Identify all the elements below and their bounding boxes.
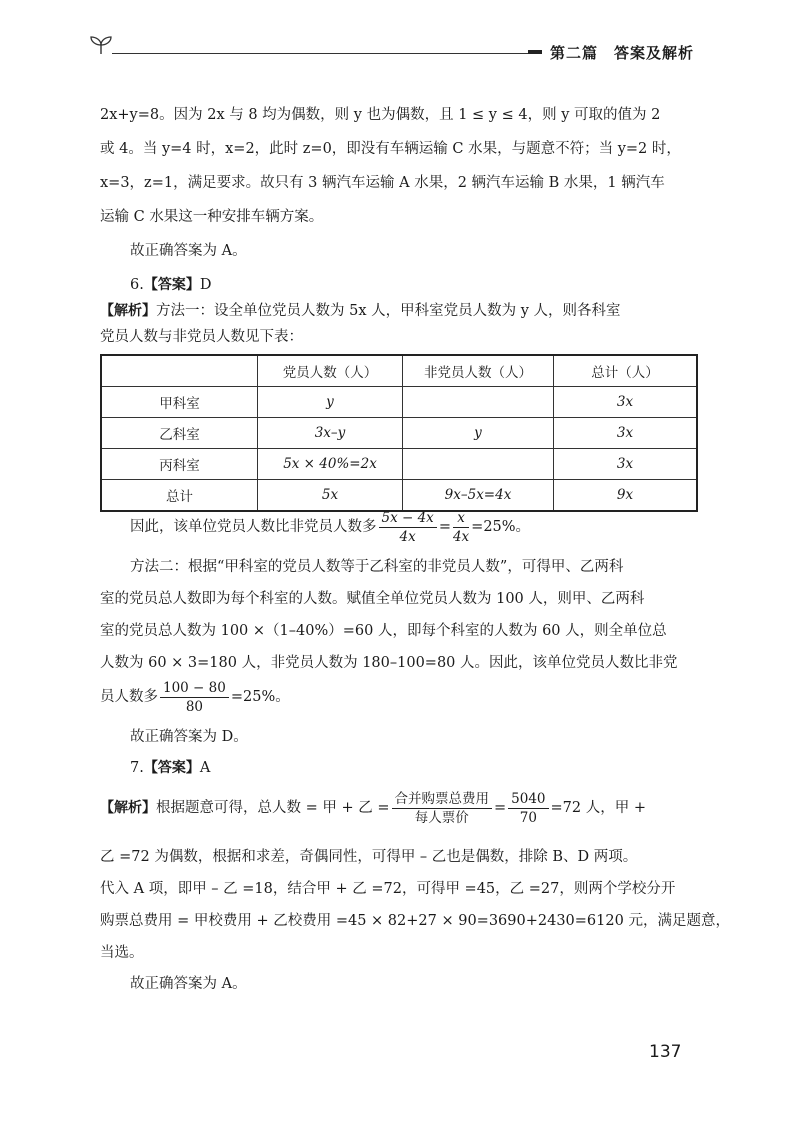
table-cell: 总计	[101, 480, 258, 512]
table-cell	[403, 449, 554, 480]
q6-m2-suffix: =25%。	[230, 689, 290, 705]
q5-line-4: 运输 C 水果这一种安排车辆方案。	[100, 209, 324, 225]
q6-method1-line1	[100, 300, 621, 322]
fraction-numerator: 5040	[508, 790, 548, 809]
table-header-cell: 党员人数（人）	[258, 355, 403, 387]
q7-number: 7.	[130, 760, 144, 776]
table-header-cell: 总计（人）	[554, 355, 698, 387]
q7-answer-label: 【答案】	[143, 760, 200, 776]
table-row	[101, 449, 697, 480]
page-number: 137	[649, 1042, 682, 1062]
q7-analysis-line1	[100, 788, 646, 828]
q7-conclusion: 故正确答案为 A。	[130, 976, 247, 992]
q6-analysis-label: 【解析】	[100, 303, 156, 319]
table-cell: 3x	[554, 449, 698, 480]
table-cell: 9x–5x=4x	[403, 480, 554, 512]
q7-line-2: 乙 =72 为偶数，根据和求差，奇偶同性，可得甲 – 乙也是偶数，排除 B、D 两项。	[100, 849, 638, 865]
header-rule-accent	[528, 50, 542, 54]
q7-line-3: 代入 A 项，即甲 – 乙 =18，结合甲 + 乙 =72，可得甲 =45，乙 =27，则两个学校分开	[100, 881, 676, 897]
q6-method2-result	[100, 677, 290, 717]
fraction-denominator: 4x	[399, 528, 416, 545]
q5-line-1: 2x+y=8。因为 2x 与 8 均为偶数，则 y 也为偶数，且 1 ≤ y ≤ 4，则 y 可取的值为 2	[100, 107, 661, 123]
fraction-denominator: 4x	[452, 528, 470, 545]
q6-method1-line2: 党员人数与非党员人数见下表：	[100, 329, 303, 345]
table-cell: 3x	[554, 418, 698, 449]
table-row	[101, 387, 697, 418]
q6-conclusion: 故正确答案为 D。	[130, 729, 248, 745]
table-cell: 甲科室	[101, 387, 258, 418]
table-header-row	[101, 355, 697, 387]
equals-sign: =	[438, 519, 451, 535]
table-cell: 3x–y	[258, 418, 403, 449]
fraction-numerator: x	[453, 509, 469, 528]
table-header-cell: 非党员人数（人）	[403, 355, 554, 387]
q7-fraction-b	[508, 790, 548, 827]
table-cell	[403, 387, 554, 418]
q6-answer-value: D	[199, 277, 212, 293]
q6-result-suffix: =25%。	[471, 519, 531, 535]
table-cell: 3x	[554, 387, 698, 418]
table-cell: 5x	[258, 480, 403, 512]
header-title: 第二篇 答案及解析	[550, 44, 695, 62]
fraction-numerator: 合并购票总费用	[392, 790, 493, 809]
q5-line-3: x=3，z=1，满足要求。故只有 3 辆汽车运输 A 水果，2 辆汽车运输 B 水果，1 辆汽车	[100, 175, 665, 191]
q6-method1-text: 方法一：设全单位党员人数为 5x 人，甲科室党员人数为 y 人，则各科室	[156, 303, 621, 319]
header-rule	[112, 53, 540, 54]
fraction-denominator: 每人票价	[414, 809, 469, 826]
table-cell: 5x × 40%=2x	[258, 449, 403, 480]
table-cell: y	[403, 418, 554, 449]
q6-fraction-3	[160, 679, 229, 716]
q6-fraction-2	[453, 509, 469, 546]
q7-line1-suffix: =72 人，甲 +	[550, 800, 646, 816]
q5-conclusion: 故正确答案为 A。	[130, 243, 247, 259]
q6-number: 6.	[130, 277, 144, 293]
q6-method2-line2: 室的党员总人数即为每个科室的人数。赋值全单位党员人数为 100 人，则甲、乙两科	[100, 591, 645, 607]
q6-result-prefix: 因此，该单位党员人数比非党员人数多	[130, 519, 377, 535]
fraction-denominator: 80	[185, 698, 204, 715]
q6-answer-label: 【答案】	[143, 277, 200, 293]
q6-result-line	[130, 507, 530, 547]
fraction-numerator: 100 − 80	[160, 679, 229, 698]
table-row	[101, 418, 697, 449]
q6-method2-line4: 人数为 60 × 3=180 人，非党员人数为 180–100=80 人。因此，该单位党员人数比非党	[100, 655, 678, 671]
q6-method2-line1: 方法二：根据“甲科室的党员人数等于乙科室的非党员人数”，可得甲、乙两科	[130, 559, 624, 575]
q6-m2-prefix: 员人数多	[100, 689, 158, 705]
q6-method2-line3: 室的党员总人数为 100 ×（1–40%）=60 人，即每个科室的人数为 60 人，则全单位总	[100, 623, 667, 639]
q7-line-4: 购票总费用 = 甲校费用 + 乙校费用 =45 × 82+27 × 90=3690+2430=6120 元，满足题意，	[100, 913, 730, 929]
table-cell: y	[258, 387, 403, 418]
sprout-icon	[88, 34, 114, 56]
q7-line1-prefix: 根据题意可得，总人数 = 甲 + 乙 =	[156, 800, 390, 816]
table-header-cell	[101, 355, 258, 387]
q7-answer-value: A	[199, 760, 211, 776]
table-cell: 9x	[554, 480, 698, 512]
q5-line-2: 或 4。当 y=4 时，x=2，此时 z=0，即没有车辆运输 C 水果，与题意不符；当 y=2 时，	[100, 141, 681, 157]
equals-sign: =	[494, 800, 507, 816]
q7-line-5: 当选。	[100, 945, 144, 961]
table-cell: 丙科室	[101, 449, 258, 480]
table-cell: 乙科室	[101, 418, 258, 449]
party-member-table	[100, 354, 698, 512]
q7-analysis-label: 【解析】	[100, 800, 156, 816]
fraction-numerator: 5x − 4x	[379, 509, 437, 528]
q6-answer-line	[130, 274, 211, 296]
fraction-denominator: 70	[519, 809, 537, 826]
q6-fraction-1	[379, 509, 437, 546]
q7-answer-line	[130, 757, 210, 779]
q7-fraction-a	[392, 790, 493, 827]
